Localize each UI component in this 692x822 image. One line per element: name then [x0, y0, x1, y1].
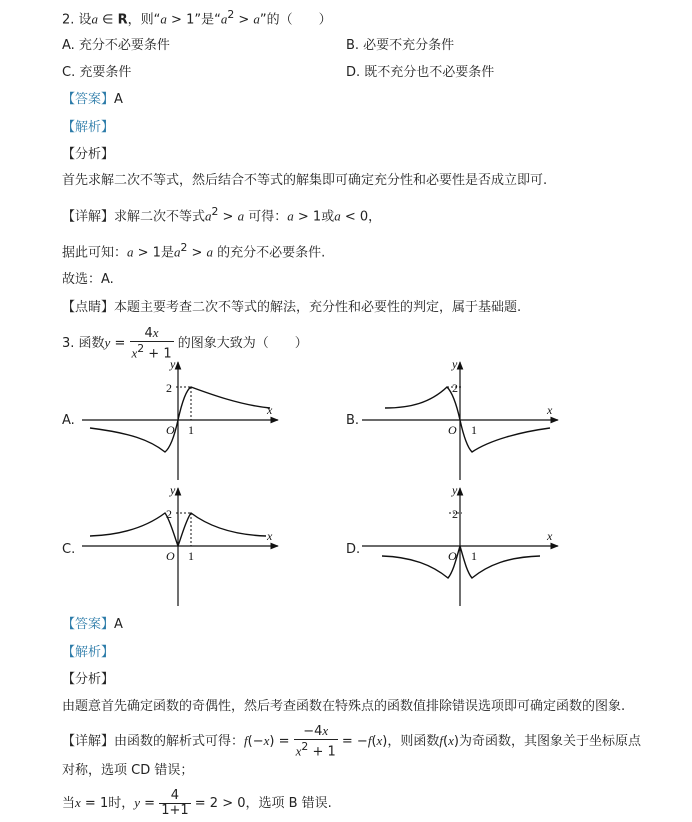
graph-b-y-label: y — [452, 357, 458, 371]
q3-stem-fraction: $\frac{4x}{x^2 + 1}$ — [131, 325, 172, 362]
graph-a-x-tick: 1 — [188, 423, 194, 437]
graph-a-label[interactable]: A. — [62, 413, 75, 428]
q2-comment: 【点睛】本题主要考查二次不等式的解法，充分性和必要性的判定，属于基础题. — [62, 300, 522, 315]
q3-analysis-tag: 【解析】 — [62, 645, 115, 660]
graph-a-curve — [90, 387, 270, 452]
q2-stem: 2. 设a ∈ R，则“a > 1”是“$a^2 > a$”的（ ） — [62, 8, 332, 28]
graph-c-curve — [90, 513, 266, 546]
graph-b-x-tick: 1 — [471, 423, 477, 437]
q3-detail-line2: 对称，选项 CD 错误； — [62, 763, 194, 778]
q3-stem: 3. 函数y = $\frac{4x}{x^2 + 1}$ 的图象大致为（ ） — [62, 325, 308, 362]
graph-b-y-tick: 2 — [452, 381, 458, 395]
graph-b[interactable] — [362, 357, 558, 480]
graph-d-x-tick: 1 — [471, 549, 477, 563]
graph-d-label[interactable]: D. — [346, 542, 361, 557]
graph-a-y-label: y — [170, 357, 176, 371]
graph-d-curve — [382, 546, 540, 578]
q3-detail-fraction: $\frac{-4x}{x^2 + 1}$ — [295, 723, 336, 760]
graph-b-label[interactable]: B. — [346, 413, 360, 428]
q2-fenxi-tag: 【分析】 — [62, 147, 115, 162]
q3-special-fraction: $\frac{4}{1+1}$ — [161, 788, 189, 818]
graph-c-y-tick: 2 — [166, 507, 172, 521]
q2-answer: 【答案】A — [62, 92, 123, 107]
q2-fenxi-text: 首先求解二次不等式，然后结合不等式的解集即可确定充分性和必要性是否成立即可. — [62, 173, 548, 188]
graph-a-x-label: x — [267, 403, 273, 417]
graph-d[interactable] — [362, 483, 558, 606]
graph-c-y-label: y — [170, 483, 176, 497]
graph-c-x-label: x — [267, 529, 273, 543]
q2-conclusion: 据此可知：a > 1是$a^2 > a$ 的充分不必要条件. — [62, 241, 326, 261]
graph-d-x-label: x — [547, 529, 553, 543]
graph-b-x-label: x — [547, 403, 553, 417]
q3-fenxi-tag: 【分析】 — [62, 672, 115, 687]
graph-a[interactable] — [82, 357, 278, 480]
q2-option-b[interactable]: B. 必要不充分条件 — [346, 38, 455, 53]
q2-choice: 故选：A. — [62, 272, 114, 287]
graph-d-y-label: y — [452, 483, 458, 497]
q2-option-a[interactable]: A. 充分不必要条件 — [62, 38, 170, 53]
q2-detail: 【详解】求解二次不等式$a^2 > a$ 可得：a > 1或a < 0， — [62, 205, 382, 225]
q2-option-d[interactable]: D. 既不充分也不必要条件 — [346, 65, 495, 80]
graph-c-x-tick: 1 — [188, 549, 194, 563]
graph-a-y-tick: 2 — [166, 381, 172, 395]
graph-b-origin: O — [448, 423, 457, 437]
graph-c-label[interactable]: C. — [62, 542, 76, 557]
q3-answer: 【答案】A — [62, 617, 123, 632]
q2-analysis-tag: 【解析】 — [62, 120, 115, 135]
graph-a-origin: O — [166, 423, 175, 437]
q3-detail: 【详解】由函数的解析式可得：f(−x) = $\frac{-4x}{x^2 + 1}$ = −f(x)，则函数f(x)为奇函数，其图象关于坐标原点 — [62, 723, 641, 760]
q3-special-point: 当x = 1时，y = $\frac{4}{1+1}$ = 2 > 0，选项 B 错误. — [62, 788, 332, 818]
graph-b-curve — [385, 387, 550, 452]
q3-fenxi-text: 由题意首先确定函数的奇偶性，然后考查函数在特殊点的函数值排除错误选项即可确定函数的图象. — [62, 699, 626, 714]
graph-c-origin: O — [166, 549, 175, 563]
graph-d-origin: O — [448, 549, 457, 563]
graph-d-y-tick: 2 — [452, 507, 458, 521]
graph-c[interactable] — [82, 483, 278, 606]
q2-option-c[interactable]: C. 充要条件 — [62, 65, 132, 80]
